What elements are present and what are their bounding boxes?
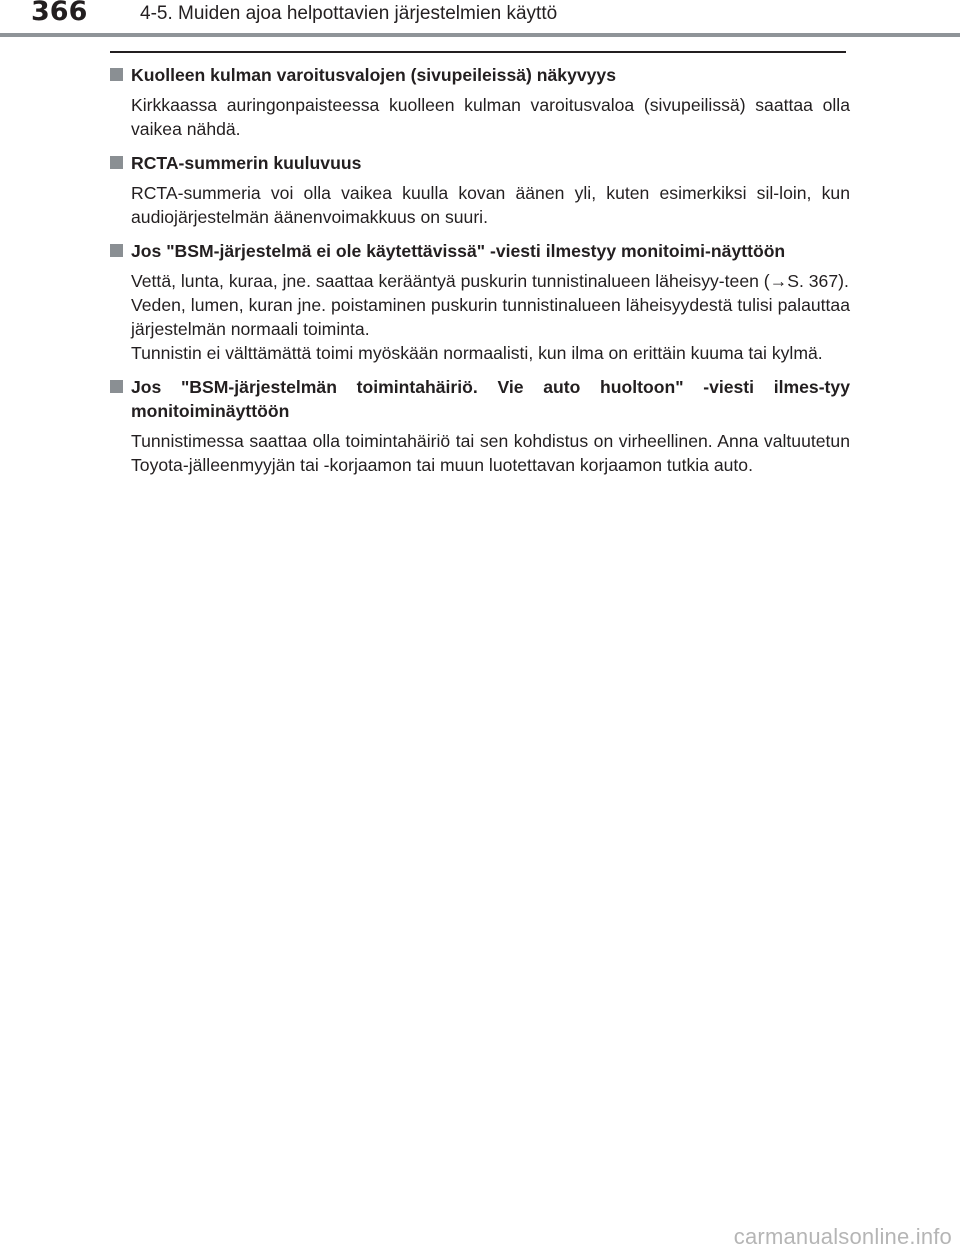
section-body — [110, 269, 850, 365]
section-heading-text: Jos "BSM-järjestelmä ei ole käytettävissä" -viesti ilmestyy monitoimi-näyttöön — [131, 241, 786, 261]
section-heading — [110, 151, 850, 175]
section-heading-text: Kuolleen kulman varoitusvalojen (sivupeileissä) näkyvyys — [131, 65, 617, 85]
section-heading — [110, 63, 850, 87]
chapter-title: 4-5. Muiden ajoa helpottavien järjestelmien käyttö — [140, 3, 558, 24]
section-heading-text: RCTA-summerin kuuluvuus — [131, 153, 362, 173]
section-heading — [110, 239, 850, 263]
section-3 — [110, 239, 850, 365]
paragraph: Vettä, lunta, kuraa, jne. saattaa kerääntyä puskurin tunnistinalueen läheisyy-teen (→S. 367). — [131, 271, 849, 291]
section-heading-text: Jos "BSM-järjestelmän toimintahäiriö. Vie auto huoltoon" -viesti ilmes-tyy monitoiminäyttöön — [131, 377, 850, 421]
page-number: 366 — [31, 0, 88, 27]
header-divider — [0, 33, 960, 37]
paragraph: RCTA-summeria voi olla vaikea kuulla kovan äänen yli, kuten esimerkiksi sil-loin, kun audiojärjestelmän äänenvoimakkuus on suuri. — [131, 183, 850, 227]
paragraph: Tunnistimessa saattaa olla toimintahäiriö tai sen kohdistus on virheellinen. Anna valtuutetun Toyota-jälleenmyyjän tai -korjaamon tai muun luotettavan korjaamon tutkia auto. — [131, 431, 850, 475]
square-bullet-icon — [110, 68, 123, 81]
square-bullet-icon — [110, 244, 123, 257]
section-body — [110, 93, 850, 141]
square-bullet-icon — [110, 156, 123, 169]
square-bullet-icon — [110, 380, 123, 393]
watermark: carmanualsonline.info — [733, 1224, 952, 1249]
section-2 — [110, 151, 850, 229]
paragraph: Kirkkaassa auringonpaisteessa kuolleen kulman varoitusvaloa (sivupeilissä) saattaa olla vaikea nähdä. — [131, 95, 850, 139]
section-4 — [110, 375, 850, 477]
section-body — [110, 181, 850, 229]
section-divider — [110, 51, 846, 53]
paragraph: Tunnistin ei välttämättä toimi myöskään normaalisti, kun ilma on erittäin kuuma tai kylmä. — [131, 343, 823, 363]
section-body — [110, 429, 850, 477]
section-heading — [110, 375, 850, 423]
paragraph: Veden, lumen, kuran jne. poistaminen puskurin tunnistinalueen läheisyydestä tulisi palauttaa järjestelmän normaali toiminta. — [131, 295, 850, 339]
page-content — [110, 63, 850, 487]
section-1 — [110, 63, 850, 141]
